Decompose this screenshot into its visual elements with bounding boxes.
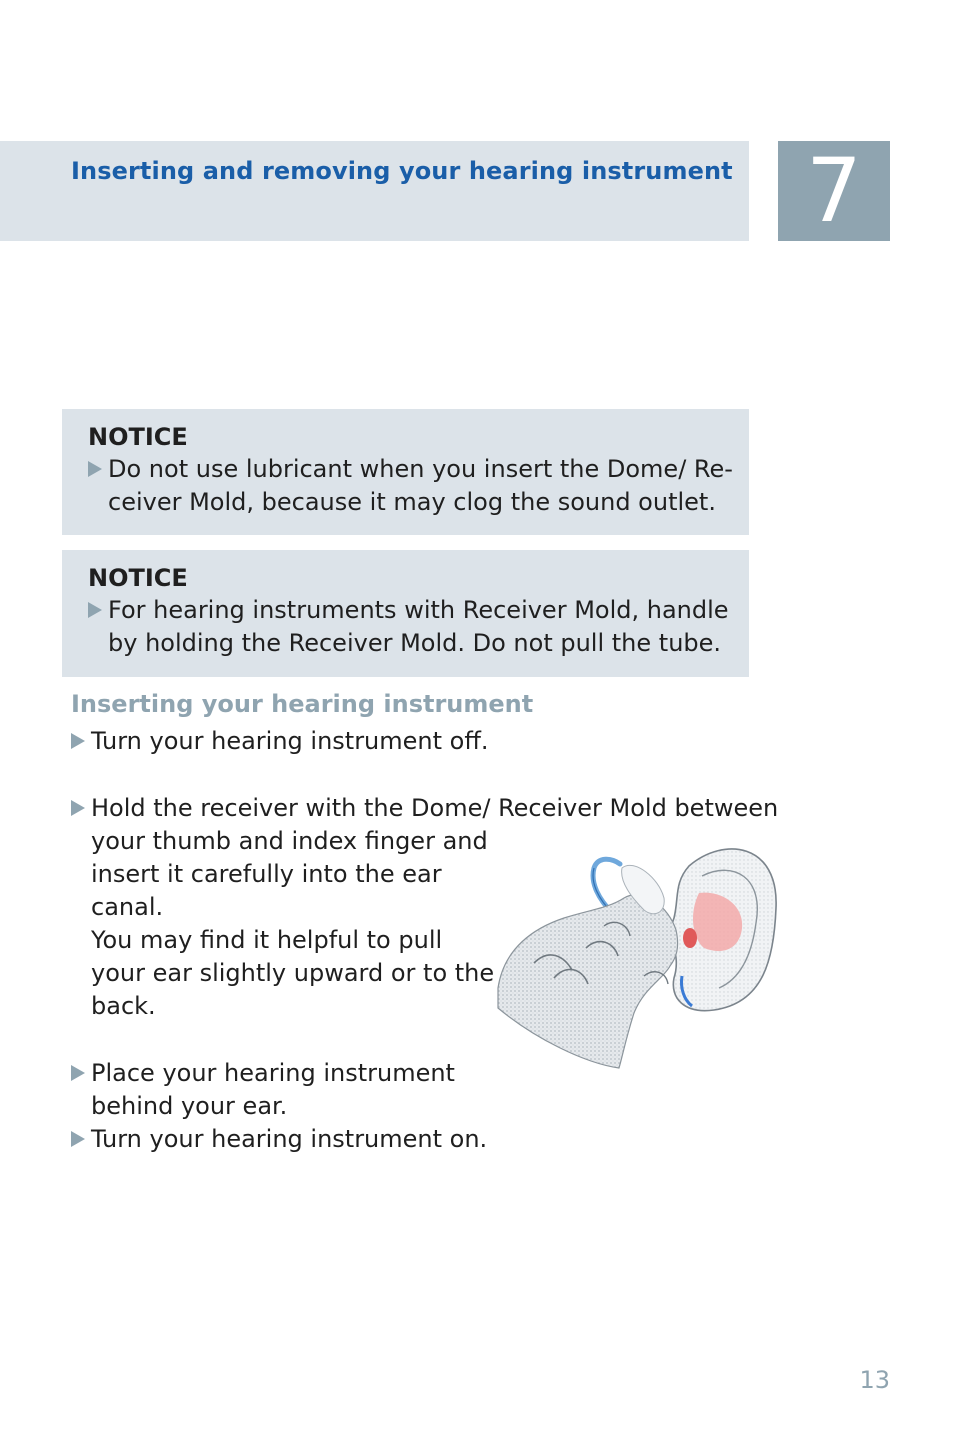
step-text-line: behind your ear.	[91, 1092, 288, 1120]
step-turn-off	[71, 725, 489, 758]
step-place-behind-ear	[71, 1057, 455, 1123]
triangle-bullet-icon	[71, 1131, 85, 1147]
step-text-line: Turn your hearing instrument on.	[91, 1125, 488, 1153]
ear-insertion-illustration-icon	[494, 838, 784, 1070]
step-turn-on	[71, 1123, 487, 1156]
triangle-bullet-icon	[71, 733, 85, 749]
notice-bullet	[88, 453, 733, 519]
chapter-number-badge: 7	[778, 141, 890, 241]
step-text-line: insert it carefully into the ear	[91, 860, 442, 888]
step-text-line: Place your hearing instrument	[91, 1059, 455, 1087]
notice-box-receiver-mold	[62, 550, 749, 677]
step-text-line: Turn your hearing instrument off.	[91, 727, 489, 755]
notice-text-line: Do not use lubricant when you insert the Dome/ Re-	[108, 455, 733, 483]
chapter-title: Inserting and removing your hearing instrument	[71, 157, 733, 185]
triangle-bullet-icon	[71, 1065, 85, 1081]
triangle-bullet-icon	[88, 602, 102, 618]
notice-text-line: For hearing instruments with Receiver Mold, handle	[108, 596, 729, 624]
notice-text-line: ceiver Mold, because it may clog the sound outlet.	[108, 488, 716, 516]
page-number: 13	[859, 1366, 890, 1394]
section-heading-inserting: Inserting your hearing instrument	[71, 690, 534, 718]
triangle-bullet-icon	[88, 461, 102, 477]
notice-box-lubricant	[62, 409, 749, 535]
step-text-line: You may find it helpful to pull	[91, 926, 443, 954]
triangle-bullet-icon	[71, 800, 85, 816]
notice-heading: NOTICE	[88, 564, 188, 592]
step-text-line: canal.	[91, 893, 164, 921]
step-text-line: back.	[91, 992, 156, 1020]
step-text-line: Hold the receiver with the Dome/ Receiver Mold between	[91, 794, 779, 822]
chapter-header-band	[0, 141, 749, 241]
step-text-line: your ear slightly upward or to the	[91, 959, 495, 987]
step-text-line: your thumb and index finger and	[91, 827, 488, 855]
notice-bullet	[88, 594, 729, 660]
notice-heading: NOTICE	[88, 423, 188, 451]
notice-text-line: by holding the Receiver Mold. Do not pull the tube.	[108, 629, 722, 657]
